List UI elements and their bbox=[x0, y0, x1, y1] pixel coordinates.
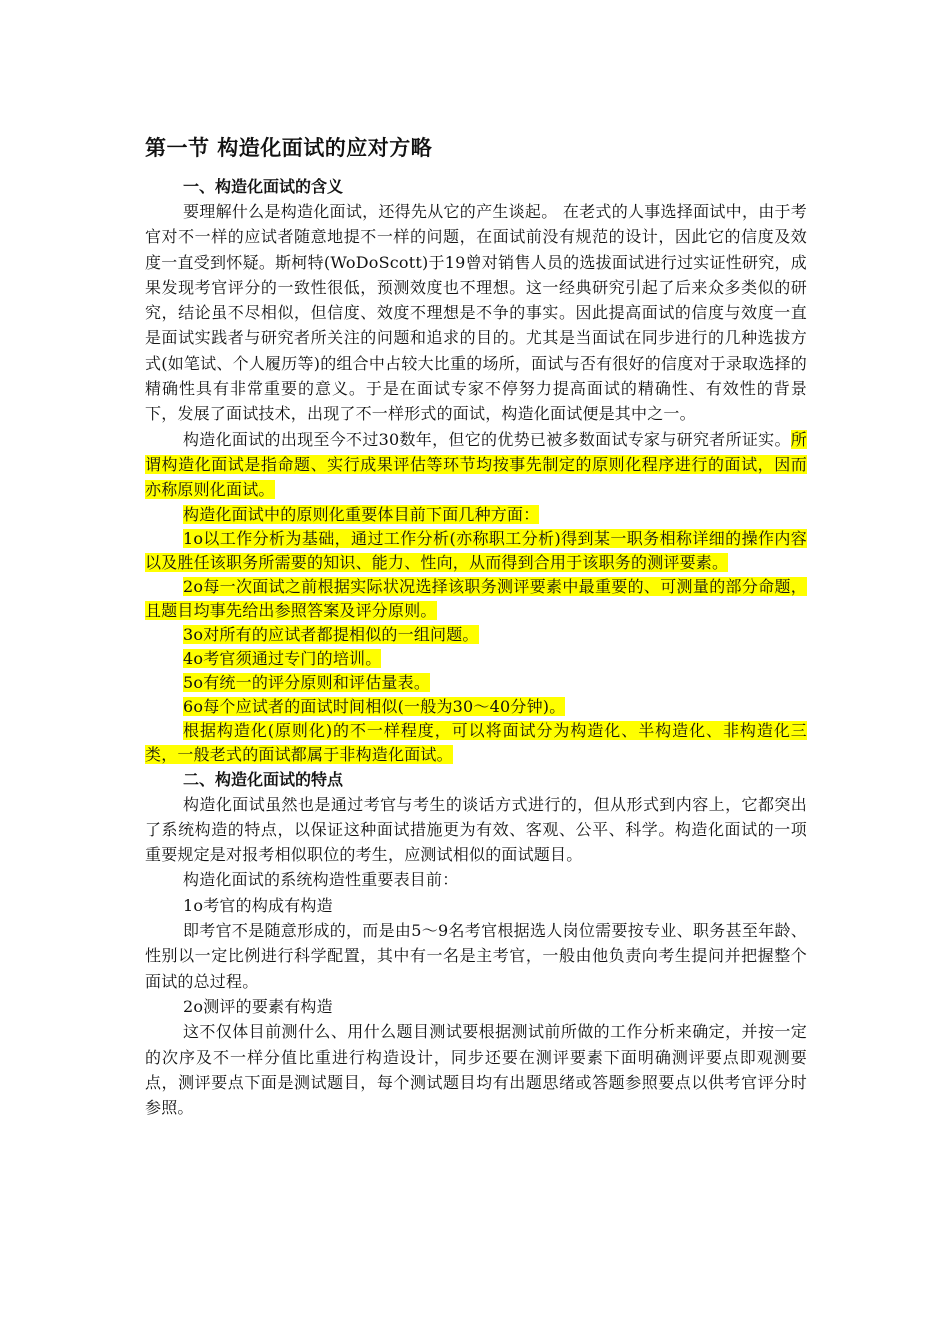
highlighted-text: 2o每一次面试之前根据实际状况选择该职务测评要素中最重要的、可测量的部分命题，且题目均事先给出参照答案及评分原则。 bbox=[145, 576, 807, 620]
paragraph-examiners: 即考官不是随意形成的，而是由5～9名考官根据选人岗位需要按专业、职务甚至年龄、性别以一定比例进行科学配置，其中有一名是主考官，一般由他负责向考生提问并把握整个面试的总过程。 bbox=[145, 921, 807, 991]
paragraph-elements: 这不仅体目前测什么、用什么题目测试要根据测试前所做的工作分析来确定，并按一定的次序及不一样分值比重进行构造设计，同步还要在测评要素下面明确测评要点即观测要点，测评要点下面是测试题目，每个测试题目均有出题思绪或答题参照要点以供考官评分时参照。 bbox=[145, 1022, 807, 1118]
paragraph-standardization bbox=[145, 503, 807, 527]
subheading-examiners: 1o考官的构成有构造 bbox=[183, 895, 333, 915]
paragraph-definition bbox=[145, 427, 807, 503]
list-item bbox=[145, 575, 807, 623]
highlighted-text: 构造化面试中的原则化重要体目前下面几种方面： bbox=[183, 504, 540, 524]
section-heading-features: 二、构造化面试的特点 bbox=[183, 769, 344, 789]
highlighted-definition: 所谓构造化面试是指命题、实行成果评估等环节均按事先制定的原则化程序进行的面试，因而亦称原则化面试。 bbox=[145, 429, 807, 500]
highlighted-text: 6o每个应试者的面试时间相似(一般为30～40分钟)。 bbox=[183, 696, 566, 716]
paragraph-origin: 要理解什么是构造化面试，还得先从它的产生谈起。 在老式的人事选择面试中，由于考官对不一样的应试者随意地提不一样的问题，在面试前没有规范的设计，因此它的信度及效度一直受到怀疑。斯柯特(WoDoScott)于19曾对销售人员的选拔面试进行过实证性研究，成果发现考官评分的一致性很低，预测效度也不理想。这一经典研究引起了后来众多类似的研究，结论虽不尽相似，但信度、效度不理想是不争的事实。因此提高面试的信度与效度一直是面试实践者与研究者所关注的问题和追求的目的。尤其是当面试在同步进行的几种选拔方式(如笔试、个人履历等)的组合中占较大比重的场所，面试与否有很好的信度对于录取选择的精确性具有非常重要的意义。于是在面试专家不停努力提高面试的精确性、有效性的背景下，发展了面试技术，出现了不一样形式的面试，构造化面试便是其中之一。 bbox=[145, 202, 807, 424]
list-item bbox=[145, 671, 807, 695]
paragraph-structure-intro: 构造化面试的系统构造性重要表目前： bbox=[183, 870, 459, 890]
list-item bbox=[145, 695, 807, 719]
section-heading-meaning: 一、构造化面试的含义 bbox=[183, 177, 344, 196]
list-item bbox=[145, 623, 807, 647]
paragraph-classification bbox=[145, 719, 807, 767]
highlighted-text: 1o以工作分析为基础，通过工作分析(亦称职工分析)得到某一职务相称详细的操作内容以及胜任该职务所需要的知识、能力、性向，从而得到合用于该职务的测评要素。 bbox=[145, 528, 807, 572]
page-title: 第一节 构造化面试的应对方略 bbox=[145, 136, 433, 160]
highlighted-text: 4o考官须通过专门的培训。 bbox=[183, 648, 382, 668]
highlighted-text: 5o有统一的评分原则和评估量表。 bbox=[183, 672, 431, 692]
definition-intro: 构造化面试的出现至今不过30数年，但它的优势已被多数面试专家与研究者所证实。 bbox=[183, 429, 791, 449]
paragraph-features: 构造化面试虽然也是通过考官与考生的谈话方式进行的，但从形式到内容上，它都突出了系统构造的特点，以保证这种面试措施更为有效、客观、公平、科学。构造化面试的一项重要规定是对报考相似职位的考生，应测试相似的面试题目。 bbox=[145, 794, 807, 865]
highlighted-text: 3o对所有的应试者都提相似的一组问题。 bbox=[183, 624, 479, 644]
list-item bbox=[145, 647, 807, 671]
highlighted-text: 根据构造化(原则化)的不一样程度，可以将面试分为构造化、半构造化、非构造化三类，一般老式的面试都属于非构造化面试。 bbox=[145, 720, 807, 764]
list-item bbox=[145, 527, 807, 575]
document-body bbox=[145, 133, 807, 1120]
subheading-elements: 2o测评的要素有构造 bbox=[183, 996, 333, 1016]
